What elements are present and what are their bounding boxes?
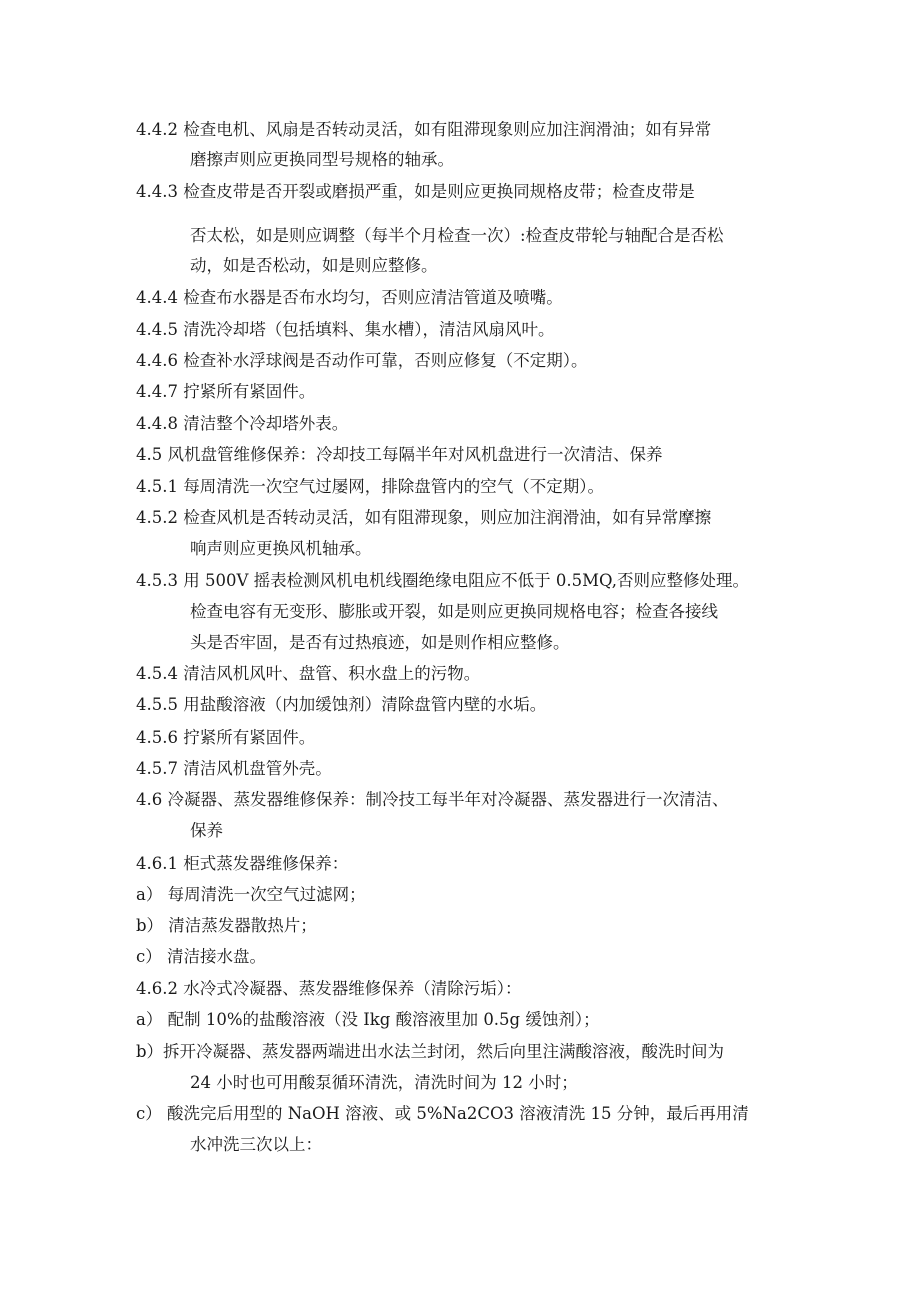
text-line: 4.5.1 每周清洗一次空气过屡网，排除盘管内的空气（不定期）。 [136,477,604,496]
text-line: c） 清洁接水盘。 [136,947,266,966]
text-line: a） 配制 10%的盐酸溶液（没 Ikg 酸溶液里加 0.5g 缓蚀剂）； [136,1010,600,1029]
text-line: 24 小时也可用酸泵循环清洗，清洗时间为 12 小时； [190,1073,578,1092]
text-line: 4.4.2 检查电机、风扇是否转动灵活，如有阻滞现象则应加注润滑油；如有异常 [136,120,712,139]
text-line: 磨擦声则应更换同型号规格的轴承。 [190,150,454,169]
text-line: b）拆开冷凝器、蒸发器两端进出水法兰封闭，然后向里注满酸溶液，酸洗时间为 [136,1042,725,1061]
text-line: 4.5 风机盘管维修保养：冷却技工每隔半年对风机盘进行一次清洁、保养 [136,445,663,464]
text-line: 4.4.7 拧紧所有紧固件。 [136,382,316,401]
text-line: 4.6.2 水冷式冷凝器、蒸发器维修保养（清除污垢）： [136,979,522,998]
text-line: 4.5.6 拧紧所有紧固件。 [136,728,316,747]
text-line: 4.4.5 清洗冷却塔（包括填料、集水槽），清洁风扇风叶。 [136,320,555,339]
text-line: 否太松，如是则应调整（每半个月检查一次）:检查皮带轮与轴配合是否松 [190,226,724,245]
text-line: 4.4.3 检查皮带是否开裂或磨损严重，如是则应更换同规格皮带；检查皮带是 [136,182,695,201]
text-line: 检查电容有无变形、膨胀或开裂，如是则应更换同规格电容；检查各接线 [190,602,718,621]
text-line: 水冲洗三次以上： [190,1135,322,1154]
text-line: 4.4.8 清洁整个冷却塔外表。 [136,414,349,433]
text-line: 头是否牢固，是否有过热痕迹，如是则作相应整修。 [190,633,570,652]
text-line: 4.5.3 用 500V 摇表检测风机电机线圈绝缘电阻应不低于 0.5MQ,否则应整修处理。 [136,571,749,590]
text-line: 4.5.2 检查风机是否转动灵活，如有阻滞现象，则应加注润滑油，如有异常摩擦 [136,508,712,527]
text-line: 4.4.6 检查补水浮球阀是否动作可靠，否则应修复（不定期）。 [136,351,588,370]
text-line: 动，如是否松动，如是则应整修。 [190,256,438,275]
text-line: 4.5.5 用盐酸溶液（内加缓蚀剂）清除盘管内壁的水垢。 [136,695,547,714]
text-line: 4.5.7 清洁风机盘管外壳。 [136,759,332,778]
text-line: a） 每周清洗一次空气过滤网； [136,885,366,904]
text-line: b） 清洁蒸发器散热片； [136,916,317,935]
text-line: 保养 [190,821,223,840]
text-line: 4.5.4 清洁风机风叶、盘管、积水盘上的污物。 [136,664,481,683]
text-line: 4.4.4 检查布水器是否布水均匀，否则应清洁管道及喷嘴。 [136,288,563,307]
text-line: 4.6 冷凝器、蒸发器维修保养：制冷技工每半年对冷凝器、蒸发器进行一次清洁、 [136,790,729,809]
text-line: 4.6.1 柜式蒸发器维修保养： [136,854,349,873]
text-line: 响声则应更换风机轴承。 [190,539,372,558]
text-line: c） 酸洗完后用型的 NaOH 溶液、或 5%Na2CO3 溶液清洗 15 分钟，最后再用清 [136,1104,749,1123]
